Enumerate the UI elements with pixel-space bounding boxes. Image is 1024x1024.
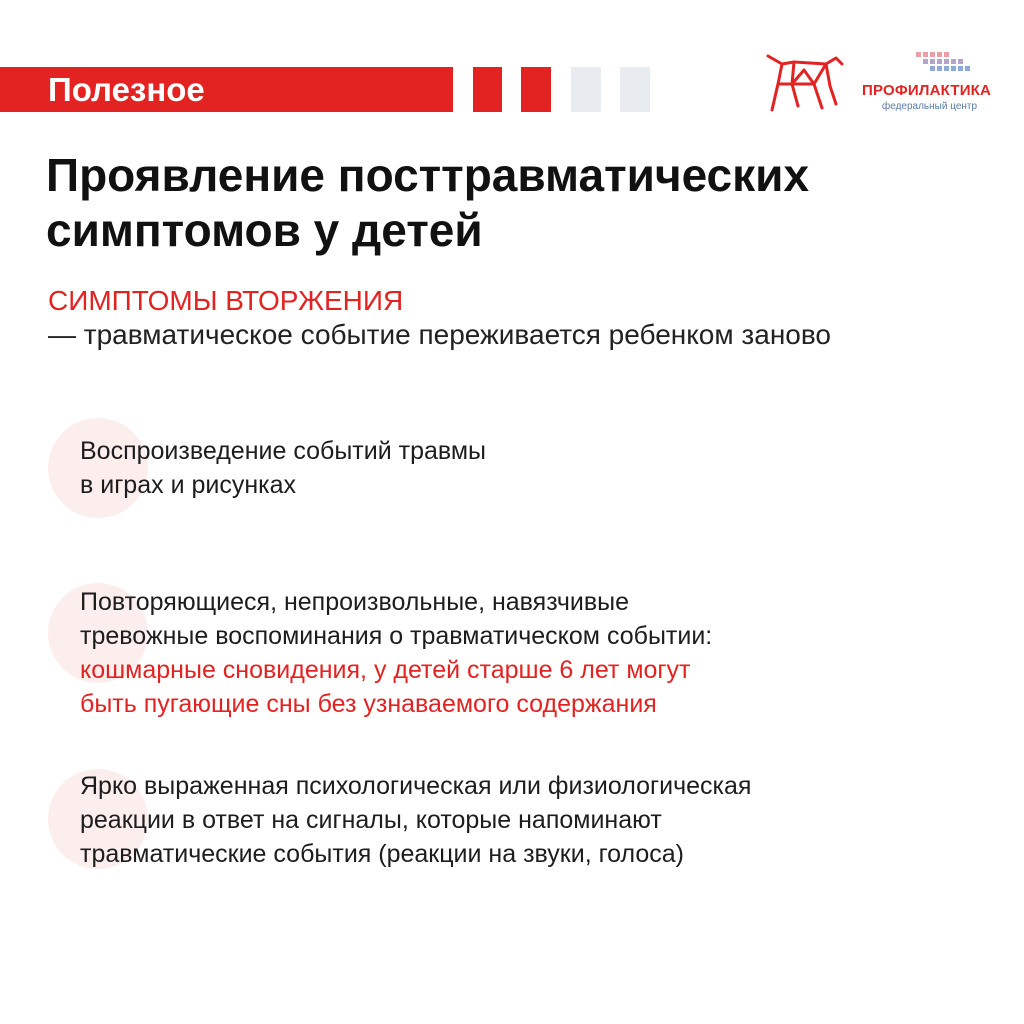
list-item [80, 585, 980, 721]
title-line: симптомов у детей [46, 204, 483, 256]
logo-name: ПРОФИЛАКТИКА [862, 82, 992, 99]
section-heading: СИМПТОМЫ ВТОРЖЕНИЯ [48, 285, 404, 316]
section-description: — травматическое событие переживается ребенком заново [48, 319, 831, 350]
decorative-block [571, 67, 601, 112]
decorative-block [521, 67, 551, 112]
item-text-line: Ярко выраженная психологическая или физиологическая [80, 772, 752, 800]
title-line: Проявление посттравматических [46, 149, 810, 201]
logo-subtitle: федеральный центр [882, 101, 978, 112]
item-highlight-line: кошмарные сновидения, у детей старше 6 лет могут [80, 656, 691, 684]
decorative-block [473, 67, 502, 112]
item-text-line: в играх и рисунках [80, 471, 297, 499]
page-title [46, 148, 996, 258]
item-highlight-line: быть пугающие сны без узнаваемого содержания [80, 690, 657, 718]
horse-icon [764, 50, 844, 114]
list-item [80, 769, 980, 871]
item-text-line: тревожные воспоминания о травматическом событии: [80, 622, 713, 650]
list-item [80, 434, 980, 502]
item-text-line: травматические события (реакции на звуки, голоса) [80, 840, 685, 868]
header-label: Полезное [48, 71, 205, 108]
decorative-block [620, 67, 650, 112]
item-text-line: реакции в ответ на сигналы, которые напоминают [80, 806, 662, 834]
item-text-line: Повторяющиеся, непроизвольные, навязчивые [80, 588, 629, 616]
logo-grid-icon [916, 52, 972, 76]
item-text-line: Воспроизведение событий травмы [80, 437, 487, 465]
